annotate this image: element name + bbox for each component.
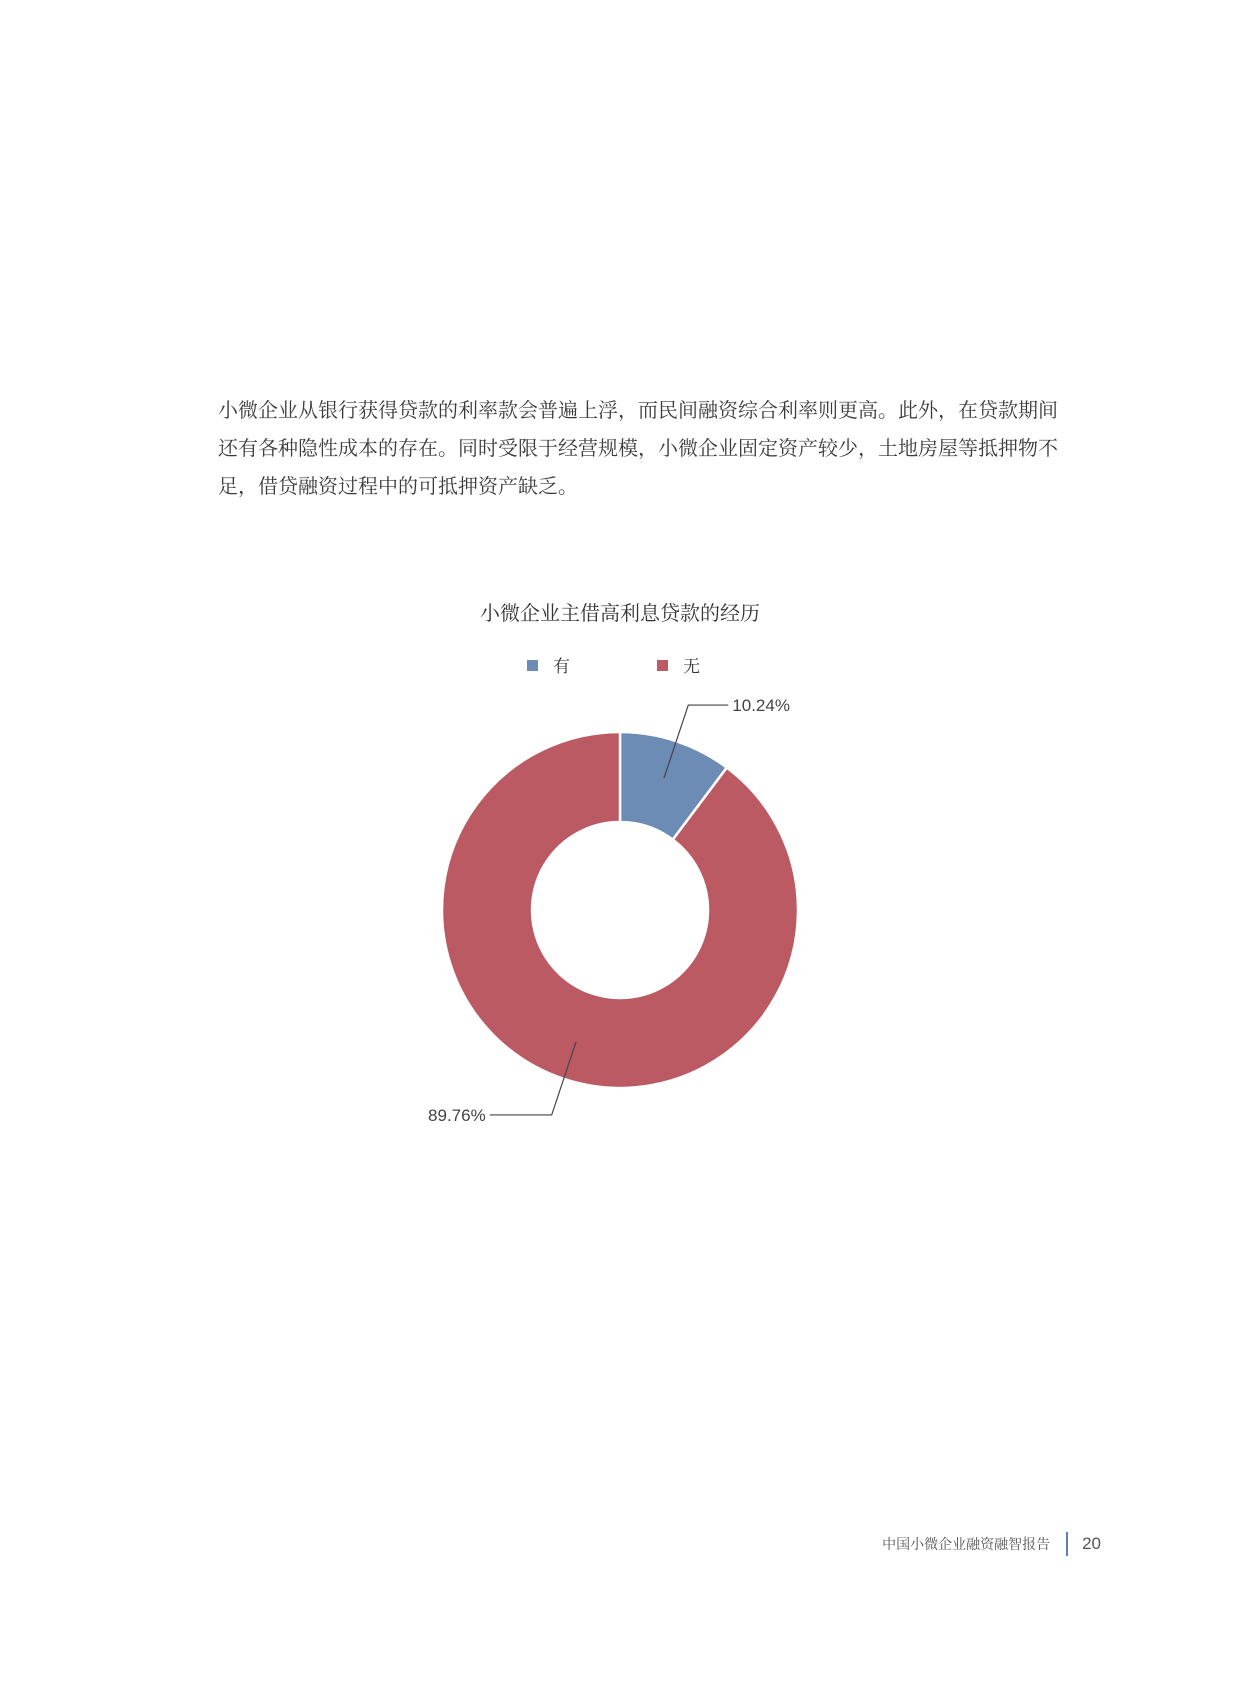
chart-slices — [442, 732, 798, 1088]
legend-swatch-1 — [527, 660, 538, 671]
legend-label-1: 有 — [553, 657, 570, 677]
footer-report-title: 中国小微企业融资融智报告 — [882, 1537, 1051, 1553]
legend-label-2: 无 — [683, 657, 700, 677]
data-label-2: 89.76% — [428, 1105, 486, 1125]
page-number: 20 — [1082, 1534, 1101, 1553]
body-paragraph: 小微企业从银行获得贷款的利率款会普遍上浮，而民间融资综合利率则更高。此外，在贷款期间还有各种隐性成本的存在。同时受限于经营规模，小微企业固定资产较少，土地房屋等抵押物不足，借贷融资过程中的可抵押资产缺乏。 — [218, 398, 1058, 498]
chart-title: 小微企业主借高利息贷款的经历 — [480, 601, 760, 625]
donut-slice-2 — [442, 732, 798, 1088]
page-footer — [882, 1530, 1101, 1558]
data-label-1: 10.24% — [732, 696, 790, 716]
legend-swatch-2 — [657, 660, 668, 671]
footer-divider — [1066, 1532, 1068, 1556]
chart-legend — [527, 657, 700, 677]
